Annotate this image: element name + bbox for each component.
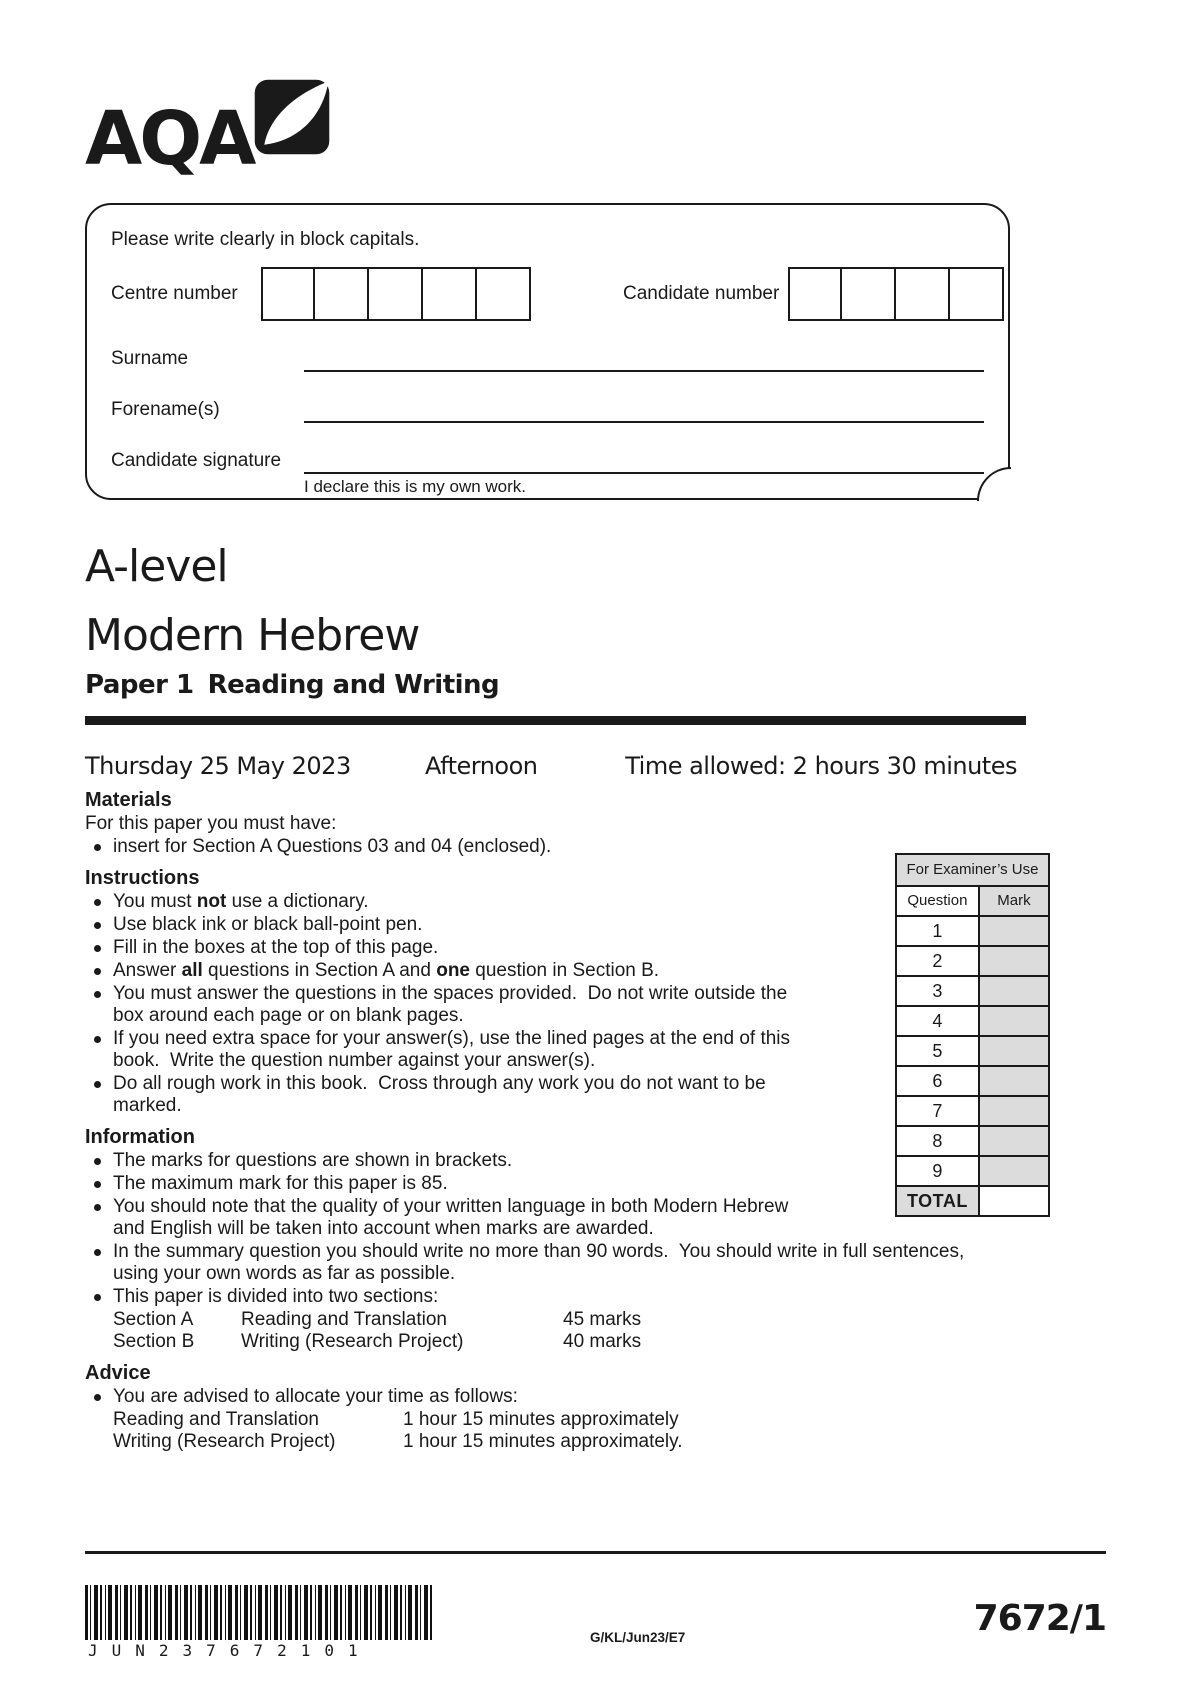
signature-field[interactable]	[304, 446, 984, 474]
examiner-total-row	[896, 1186, 1049, 1216]
centre-number-label: Centre number	[111, 283, 238, 304]
bullet-icon	[94, 1294, 101, 1301]
title-divider-rule	[85, 716, 1026, 725]
mark-cell	[979, 1156, 1049, 1186]
bullet-icon	[94, 844, 101, 851]
candidate-number-label: Candidate number	[623, 283, 780, 304]
centre-number-cell[interactable]	[477, 267, 531, 321]
list-item: Answer all questions in Section A and one question in Section B.	[85, 960, 822, 982]
examiner-row	[896, 1006, 1049, 1036]
materials-heading: Materials	[85, 789, 172, 811]
qualification-title: A-level	[85, 541, 228, 592]
materials-intro: For this paper you must have:	[85, 813, 337, 834]
block-capitals-instruction: Please write clearly in block capitals.	[111, 229, 420, 250]
centre-number-cell[interactable]	[423, 267, 477, 321]
candidate-number-cell[interactable]	[842, 267, 896, 321]
exam-date: Thursday 25 May 2023	[85, 752, 351, 780]
mark-cell	[979, 1096, 1049, 1126]
time-allowed: Time allowed: 2 hours 30 minutes	[625, 752, 1017, 780]
candidate-details-box	[85, 203, 1010, 500]
bullet-icon	[94, 968, 101, 975]
list-item: insert for Section A Questions 03 and 04 (enclosed).	[85, 836, 822, 858]
instructions-heading: Instructions	[85, 867, 200, 889]
examiner-row	[896, 1096, 1049, 1126]
aqa-leaf-icon	[253, 78, 331, 156]
examiner-table-header-row	[896, 886, 1049, 916]
bullet-icon	[94, 1204, 101, 1211]
examiner-table-title: For Examiner’s Use	[896, 854, 1049, 886]
examiner-row	[896, 1066, 1049, 1096]
candidate-number-cell[interactable]	[896, 267, 950, 321]
bullet-icon	[94, 1081, 101, 1088]
signature-label: Candidate signature	[111, 450, 282, 471]
declaration-text: I declare this is my own work.	[304, 477, 527, 496]
question-column-header: Question	[896, 886, 979, 916]
section-b-name: Section B	[113, 1331, 195, 1352]
allocation-activity: Writing (Research Project)	[113, 1431, 336, 1452]
list-item: In the summary question you should write no more than 90 words. You should write in full sentences, using your own words as far as possible.	[85, 1241, 985, 1285]
advice-heading: Advice	[85, 1362, 151, 1384]
list-item: You must answer the questions in the spaces provided. Do not write outside the box around each page or on blank pages.	[85, 983, 822, 1027]
examiner-row	[896, 946, 1049, 976]
bullet-icon	[94, 922, 101, 929]
surname-row	[111, 344, 984, 372]
list-item: This paper is divided into two sections:	[85, 1286, 985, 1308]
section-a-name: Section A	[113, 1309, 194, 1330]
forename-field[interactable]	[304, 395, 984, 423]
sections-summary-table	[113, 1309, 985, 1353]
mark-cell	[979, 976, 1049, 1006]
candidate-number-cell[interactable]	[788, 267, 842, 321]
list-item: The maximum mark for this paper is 85.	[85, 1173, 822, 1195]
section-a-title: Reading and Translation	[241, 1309, 447, 1330]
forename-row	[111, 395, 984, 423]
allocation-time: 1 hour 15 minutes approximately.	[403, 1431, 683, 1452]
signature-row	[111, 446, 984, 474]
bullet-icon	[94, 1036, 101, 1043]
allocation-time: 1 hour 15 minutes approximately	[403, 1409, 679, 1430]
list-item: If you need extra space for your answer(s), use the lined pages at the end of this book. Write the question number against your answer(s).	[85, 1028, 822, 1072]
footer-rule	[85, 1551, 1106, 1554]
list-item: Use black ink or black ball-point pen.	[85, 914, 822, 936]
paper-number: Paper 1	[85, 670, 194, 700]
question-number: 6	[896, 1066, 979, 1096]
mark-cell	[979, 1126, 1049, 1156]
paper-name: Reading and Writing	[207, 670, 500, 700]
list-item: Fill in the boxes at the top of this page.	[85, 937, 822, 959]
bullet-icon	[94, 899, 101, 906]
examiner-row	[896, 1156, 1049, 1186]
allocation-activity: Reading and Translation	[113, 1409, 319, 1430]
list-item: You are advised to allocate your time as follows:	[85, 1386, 985, 1408]
surname-label: Surname	[111, 348, 189, 369]
forename-label: Forename(s)	[111, 399, 220, 420]
number-boxes-row	[111, 267, 984, 321]
examiner-use-table	[895, 853, 1050, 1217]
question-number: 4	[896, 1006, 979, 1036]
total-label: TOTAL	[896, 1186, 979, 1216]
list-item: The marks for questions are shown in brackets.	[85, 1150, 822, 1172]
candidate-number-cell[interactable]	[950, 267, 1004, 321]
aqa-logo	[85, 96, 253, 191]
question-number: 7	[896, 1096, 979, 1126]
bullet-icon	[94, 1158, 101, 1165]
examiner-row	[896, 916, 1049, 946]
list-item: You must not use a dictionary.	[85, 891, 822, 913]
cover-instructions-content	[85, 789, 1050, 1453]
print-code: G/KL/Jun23/E7	[590, 1630, 686, 1645]
bullet-icon	[94, 991, 101, 998]
question-number: 8	[896, 1126, 979, 1156]
examiner-table-title-row	[896, 854, 1049, 886]
exam-session: Afternoon	[425, 752, 538, 780]
paper-line	[85, 670, 499, 700]
barcode-label: JUN237672101	[88, 1641, 372, 1660]
mark-cell	[979, 946, 1049, 976]
mark-cell	[979, 1066, 1049, 1096]
paper-titles	[85, 532, 419, 670]
question-number: 1	[896, 916, 979, 946]
mark-cell	[979, 1036, 1049, 1066]
candidate-number-boxes	[788, 267, 1004, 321]
bullet-icon	[94, 1249, 101, 1256]
aqa-logo-text: AQA	[85, 96, 254, 182]
bullet-icon	[94, 1394, 101, 1401]
mark-cell	[979, 916, 1049, 946]
mark-cell	[979, 1006, 1049, 1036]
examiner-row	[896, 1036, 1049, 1066]
question-number: 3	[896, 976, 979, 1006]
examiner-row	[896, 1126, 1049, 1156]
examiner-row	[896, 976, 1049, 1006]
section-b-title: Writing (Research Project)	[241, 1331, 464, 1352]
centre-number-cell[interactable]	[369, 267, 423, 321]
section-b-marks: 40 marks	[563, 1331, 642, 1352]
list-item: Do all rough work in this book. Cross through any work you do not want to be marked.	[85, 1073, 822, 1117]
centre-number-cell[interactable]	[261, 267, 315, 321]
full-width-column	[85, 1241, 985, 1453]
bullet-icon	[94, 1181, 101, 1188]
question-number: 2	[896, 946, 979, 976]
section-a-marks: 45 marks	[563, 1309, 642, 1330]
information-heading: Information	[85, 1126, 195, 1148]
bullet-icon	[94, 945, 101, 952]
centre-number-cell[interactable]	[315, 267, 369, 321]
subject-title: Modern Hebrew	[85, 610, 420, 661]
surname-field[interactable]	[304, 344, 984, 372]
question-number: 5	[896, 1036, 979, 1066]
mark-column-header: Mark	[979, 886, 1049, 916]
centre-number-boxes	[261, 267, 531, 321]
question-number: 9	[896, 1156, 979, 1186]
left-column	[85, 789, 822, 1240]
session-line	[85, 752, 1017, 780]
time-allocation-table	[113, 1409, 985, 1453]
total-mark-cell	[979, 1186, 1049, 1216]
barcode	[85, 1585, 435, 1640]
paper-reference-code: 7672/1	[973, 1598, 1106, 1639]
list-item: You should note that the quality of your written language in both Modern Hebrew and English will be taken into account when marks are awarded.	[85, 1196, 822, 1240]
